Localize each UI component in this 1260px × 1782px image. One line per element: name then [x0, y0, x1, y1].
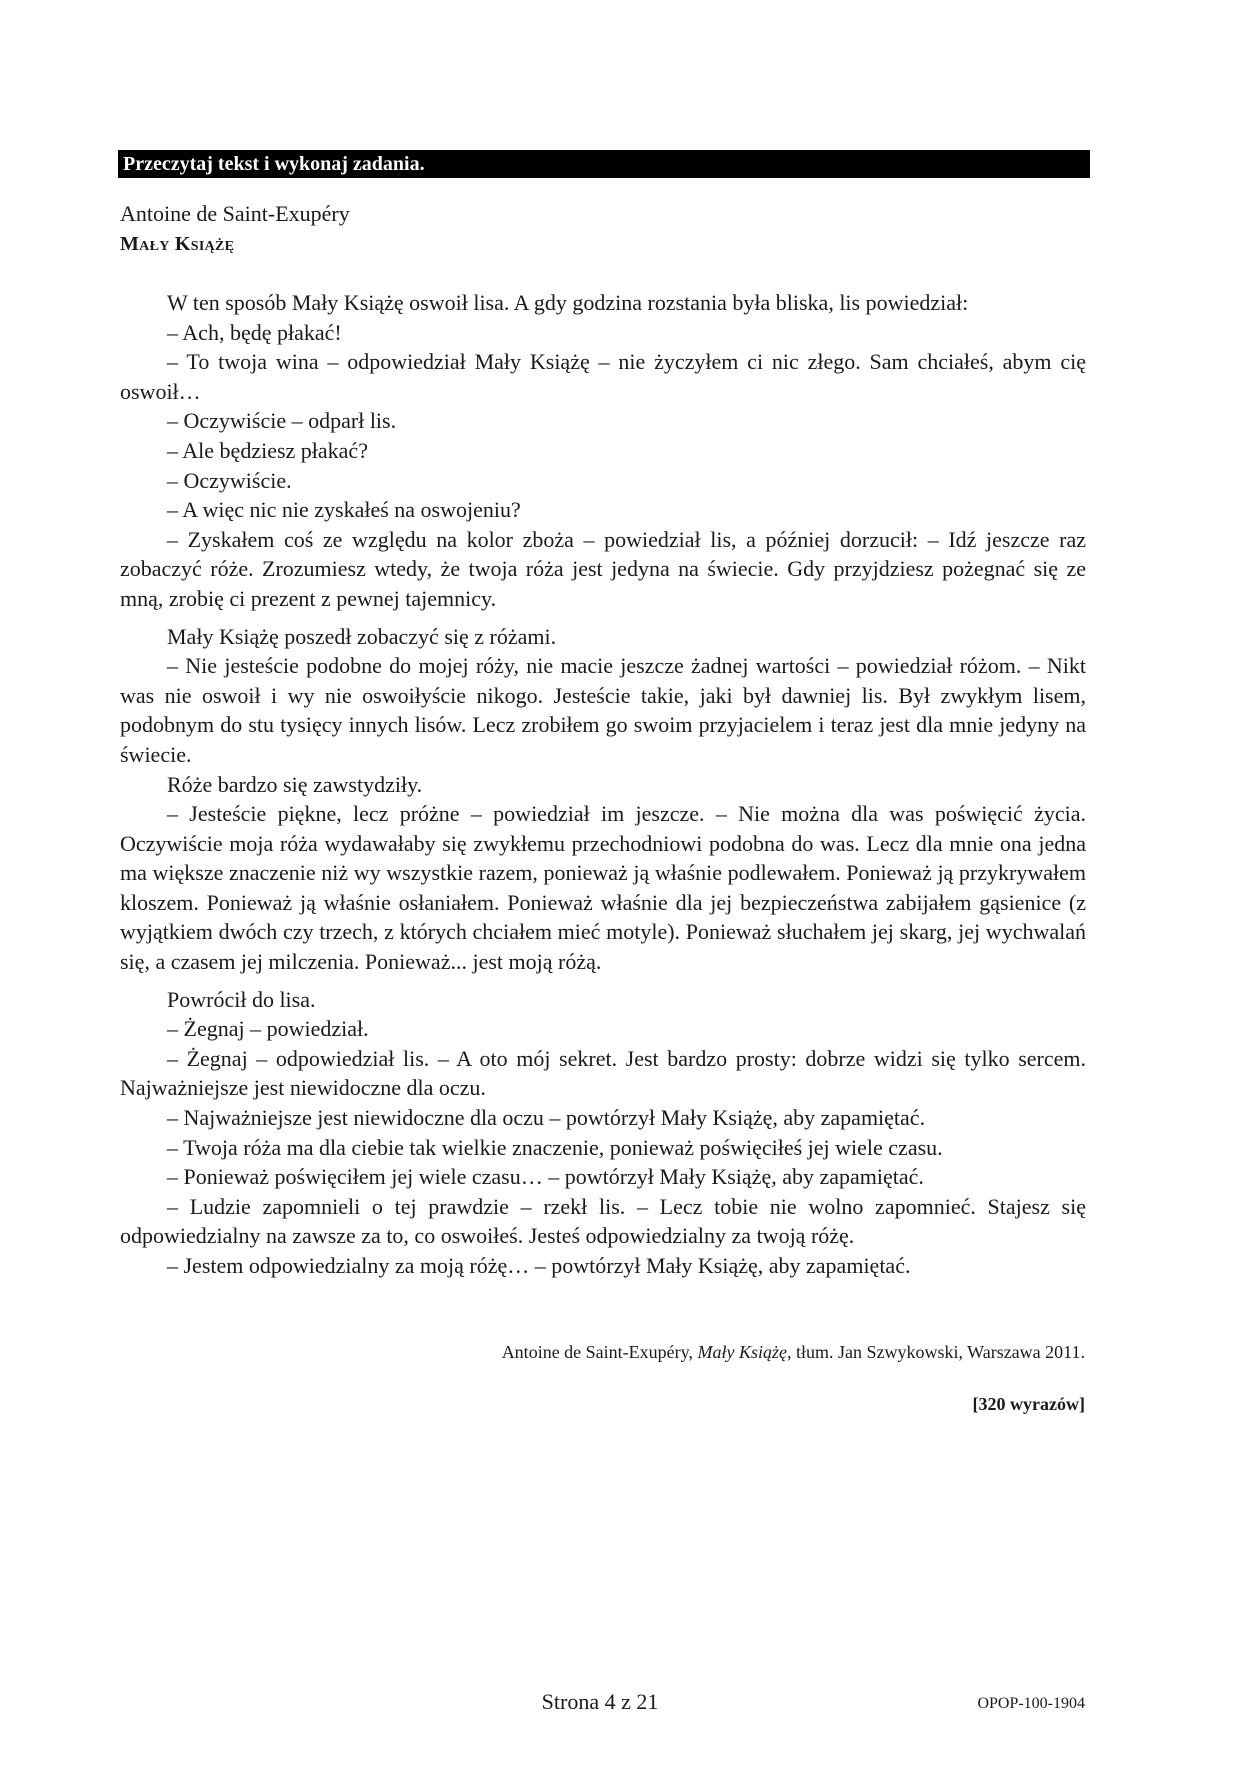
- paragraph: – Oczywiście – odparł lis.: [167, 408, 397, 434]
- paragraph: – Oczywiście.: [167, 467, 292, 493]
- instruction-bar: Przeczytaj tekst i wykonaj zadania.: [118, 150, 1090, 178]
- source-suffix: , tłum. Jan Szwykowski, Warszawa 2011.: [786, 1342, 1085, 1362]
- source-prefix: Antoine de Saint-Exupéry,: [501, 1342, 698, 1362]
- story-text: [120, 288, 1086, 1281]
- paragraph: – Żegnaj – powiedział.: [167, 1016, 369, 1042]
- paragraph: – To twoja wina – odpowiedział Mały Książę – nie życzyłem ci nic złego. Sam chciałeś, abym cię oswoił…: [120, 349, 1086, 404]
- paragraph: – Twoja róża ma dla ciebie tak wielkie znaczenie, ponieważ poświęciłeś jej wiele czasu.: [167, 1134, 943, 1160]
- paragraph: W ten sposób Mały Książę oswoił lisa. A gdy godzina rozstania była bliska, lis powiedział:: [167, 290, 969, 315]
- paragraph: – Nie jesteście podobne do mojej róży, nie macie jeszcze żadnej wartości – powiedział różom. – Nikt was nie oswoił i wy nie oswoiłyście nikogo. Jesteście takie, jaki był dawniej lis. Był zwykłym lisem, podobnym do stu tysięcy innych lisów. Lecz zrobiłem go swoim przyjacielem i teraz jest dla mnie jedyny na świecie.: [120, 653, 1086, 767]
- paragraph: – Ponieważ poświęciłem jej wiele czasu… – powtórzył Mały Książę, aby zapamiętać.: [167, 1164, 924, 1190]
- paragraph: – Zyskałem coś ze względu na kolor zboża – powiedział lis, a później dorzucił: – Idź jeszcze raz zobaczyć róże. Zrozumiesz wtedy, że twoja róża jest jedyna na świecie. Gdy przyjdziesz pożegnać się ze mną, zrobię ci prezent z pewnej tajemnicy.: [120, 526, 1086, 611]
- word-count: [320 wyrazów]: [972, 1394, 1085, 1414]
- author-name: Antoine de Saint-Exupéry: [120, 201, 350, 226]
- paragraph: – Jesteście piękne, lecz próżne – powiedział im jeszcze. – Nie można dla was poświęcić życia. Oczywiście moja róża wydawałaby się zwykłemu przechodniowi podobna do was. Lecz dla mnie ona jedna ma większe znaczenie niż wy wszystkie razem, ponieważ ją właśnie podlewałem. Ponieważ ją przykrywałem kloszem. Ponieważ ją właśnie osłaniałem. Ponieważ właśnie dla jej bezpieczeństwa zabijałem gąsienice (z wyjątkiem dwóch czy trzech, z których chciałem mieć motyle). Ponieważ słuchałem jej skarg, jej wychwalań się, a czasem jej milczenia. Ponieważ... jest moją różą.: [120, 801, 1086, 975]
- book-title: Mały Książę: [120, 233, 235, 255]
- paragraph: – Żegnaj – odpowiedział lis. – A oto mój sekret. Jest bardzo prosty: dobrze widzi się tylko sercem. Najważniejsze jest niewidoczne dla oczu.: [120, 1045, 1086, 1101]
- paragraph: Powrócił do lisa.: [167, 986, 316, 1012]
- paragraph: – Ach, będę płakać!: [167, 319, 342, 345]
- paragraph: – Ale będziesz płakać?: [167, 437, 368, 463]
- source-book-title: Mały Książę: [697, 1342, 787, 1362]
- page-number: Strona 4 z 21: [541, 1689, 659, 1714]
- source-citation: [502, 1340, 1085, 1364]
- paragraph: Róże bardzo się zawstydziły.: [167, 771, 423, 797]
- paragraph: Mały Książę poszedł zobaczyć się z różami.: [167, 623, 557, 649]
- paragraph: – Jestem odpowiedzialny za moją różę… – powtórzył Mały Książę, aby zapamiętać.: [167, 1253, 911, 1278]
- paragraph: – Najważniejsze jest niewidoczne dla oczu – powtórzył Mały Książę, aby zapamiętać.: [167, 1105, 926, 1131]
- paragraph: – A więc nic nie zyskałeś na oswojeniu?: [167, 497, 521, 523]
- document-code: OPOP-100-1904: [977, 1695, 1085, 1712]
- paragraph: – Ludzie zapomnieli o tej prawdzie – rzekł lis. – Lecz tobie nie wolno zapomnieć. Stajesz się odpowiedzialny na zawsze za to, co oswoiłeś. Jesteś odpowiedzialny za twoją różę.: [120, 1193, 1086, 1249]
